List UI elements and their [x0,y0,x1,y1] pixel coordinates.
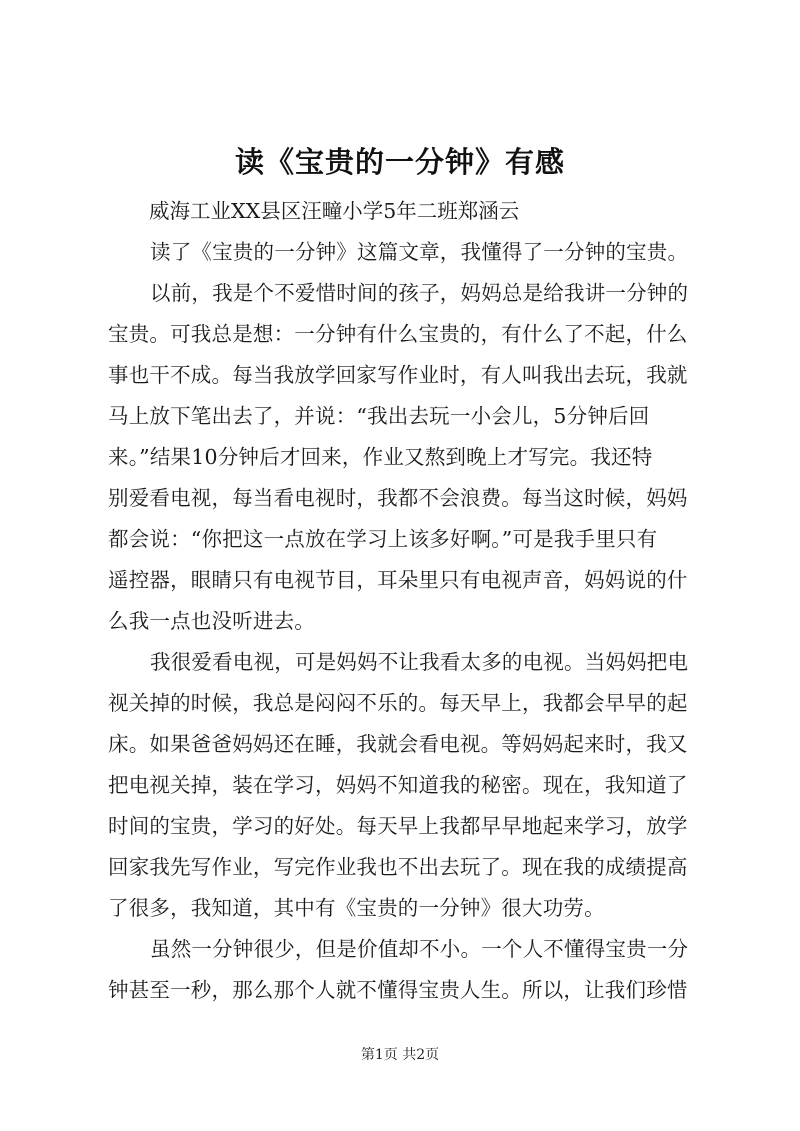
paragraph-line: 别爱看电视，每当看电视时，我都不会浪费。每当这时候，妈妈 [108,486,688,510]
paragraph-line: 我很爱看电视，可是妈妈不让我看太多的电视。当妈妈把电 [150,650,689,674]
paragraph-line: 宝贵。可我总是想：一分钟有什么宝贵的，有什么了不起，什么 [108,322,688,346]
paragraph-line: 时间的宝贵，学习的好处。每天早上我都早早地起来学习，放学 [108,814,688,838]
paragraph-line: 床。如果爸爸妈妈还在睡，我就会看电视。等妈妈起来时，我又 [108,732,688,756]
paragraph-line: 都会说：“你把这一点放在学习上该多好啊。”可是我手里只有 [108,527,658,551]
paragraph-line: 了很多，我知道，其中有《宝贵的一分钟》很大功劳。 [108,896,605,920]
paragraph-line: 虽然一分钟很少，但是价值却不小。一个人不懂得宝贵一分 [150,937,689,961]
document-title: 读《宝贵的一分钟》有感 [234,145,565,179]
page-footer: 第1页 共2页 [360,1047,440,1063]
author-byline: 威海工业XX县区汪疃小学5年二班郑涵云 [149,199,520,223]
paragraph-line: 读了《宝贵的一分钟》这篇文章，我懂得了一分钟的宝贵。 [150,240,689,264]
paragraph-line: 事也干不成。每当我放学回家写作业时，有人叫我出去玩，我就 [108,363,688,387]
paragraph-line: 钟甚至一秒，那么那个人就不懂得宝贵人生。所以，让我们珍惜 [108,978,688,1002]
paragraph-line: 以前，我是个不爱惜时间的孩子，妈妈总是给我讲一分钟的 [150,281,689,305]
paragraph-line: 么我一点也没听进去。 [108,609,315,633]
paragraph-line: 马上放下笔出去了，并说：“我出去玩一小会儿，5分钟后回 [108,404,650,428]
paragraph-line: 遥控器，眼睛只有电视节目，耳朵里只有电视声音，妈妈说的什 [108,568,688,592]
paragraph-line: 把电视关掉，装在学习，妈妈不知道我的秘密。现在，我知道了 [108,773,688,797]
paragraph-line: 回家我先写作业，写完作业我也不出去玩了。现在我的成绩提高 [108,855,688,879]
paragraph-line: 视关掉的时候，我总是闷闷不乐的。每天早上，我都会早早的起 [108,691,688,715]
paragraph-line: 来。”结果10分钟后才回来，作业又熬到晚上才写完。我还特 [108,445,653,469]
